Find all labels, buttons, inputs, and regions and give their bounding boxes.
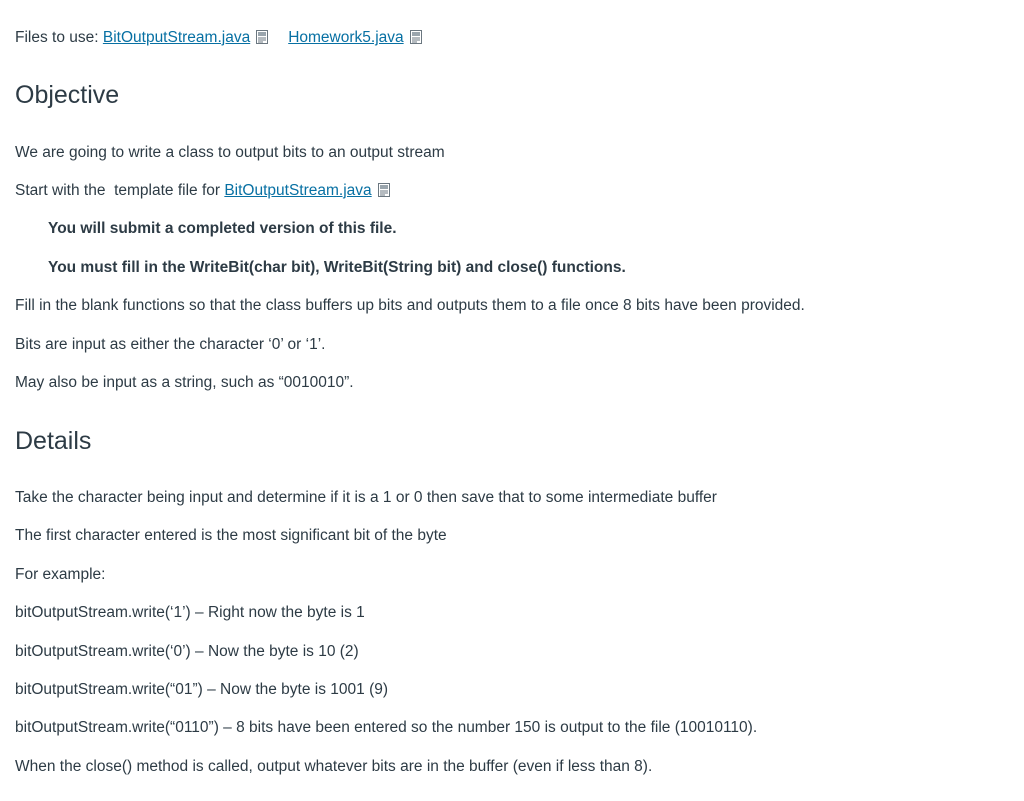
details-line: bitOutputStream.write(‘0’) – Now the byte is 10 (2) bbox=[15, 643, 359, 660]
file-link-bitoutputstream[interactable]: BitOutputStream.java bbox=[102, 29, 251, 46]
objective-paragraph-buffering: Fill in the blank functions so that the class buffers up bits and outputs them to a file once 8 bits have been provided. bbox=[15, 297, 805, 314]
files-label: Files to use: bbox=[15, 29, 99, 46]
details-line: When the close() method is called, output whatever bits are in the buffer (even if less than 8). bbox=[15, 758, 653, 775]
document-preview-icon[interactable] bbox=[256, 30, 268, 44]
details-line: The first character entered is the most significant bit of the byte bbox=[15, 527, 447, 544]
objective-paragraph-string-input: May also be input as a string, such as “0010010”. bbox=[15, 374, 354, 391]
objective-paragraph-bit-input: Bits are input as either the character ‘0’ or ‘1’. bbox=[15, 336, 326, 353]
files-to-use-line bbox=[15, 28, 422, 48]
document-preview-icon[interactable] bbox=[410, 30, 422, 44]
details-line: bitOutputStream.write(“01”) – Now the byte is 1001 (9) bbox=[15, 681, 389, 698]
details-line: bitOutputStream.write(‘1’) – Right now the byte is 1 bbox=[15, 604, 365, 621]
template-file-link[interactable]: BitOutputStream.java bbox=[224, 182, 372, 199]
file-link-homework5[interactable]: Homework5.java bbox=[288, 29, 404, 46]
objective-intro: We are going to write a class to output bits to an output stream bbox=[15, 144, 445, 161]
template-file-line bbox=[15, 181, 390, 201]
fill-functions-note: You must fill in the WriteBit(char bit), WriteBit(String bit) and close() functions. bbox=[48, 259, 626, 276]
document-preview-icon[interactable] bbox=[378, 183, 390, 197]
details-line: bitOutputStream.write(“0110”) – 8 bits have been entered so the number 150 is output to the file (10010110). bbox=[15, 719, 758, 736]
template-file-prefix: Start with the template file for bbox=[15, 182, 225, 199]
details-line: Take the character being input and determine if it is a 1 or 0 then save that to some intermediate buffer bbox=[15, 489, 717, 506]
details-line: For example: bbox=[15, 566, 106, 583]
objective-heading: Objective bbox=[15, 81, 120, 109]
details-heading: Details bbox=[15, 427, 92, 455]
submit-note: You will submit a completed version of this file. bbox=[48, 220, 397, 237]
